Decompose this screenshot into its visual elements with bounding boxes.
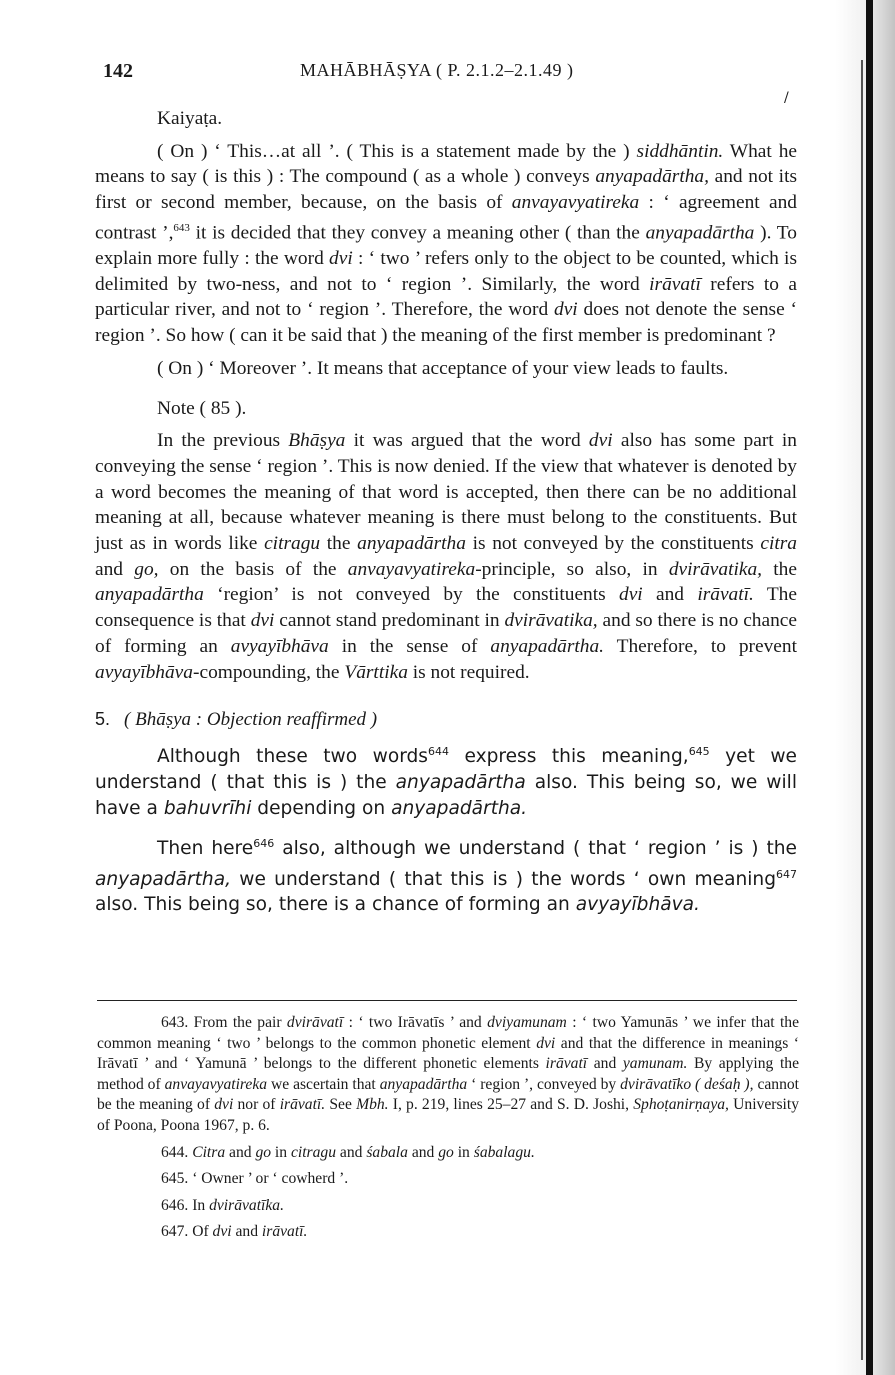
page-header (0, 60, 840, 86)
paragraph-on-this: ( On ) ‘ This…at all ’. ( This is a statement made by the ) siddhāntin. What he means to say ( is this ) : The compound ( as a whole ) conveys anyapadārtha, and not its first or second member, because, on the basis of anvayavyatireka : ‘ agreement and contrast ’,$^{643}$ it is decided that they convey a meaning other ( than the anyapadārtha ). To explain more fully : the word dvi : ‘ two ’ refers only to the object to be counted, which is delimited by two-ness, and not to ‘ region ’. Similarly, the word irāvatī refers to a particular river, and not to ‘ region ’. Therefore, the word dvi does not denote the sense ‘ region ’. So how ( can it be said that ) the meaning of the first member is predominant ? (95, 140, 798, 347)
section-heading (95, 707, 797, 733)
main-text (95, 106, 797, 918)
footnote-647: 647. Of dvi and irāvatī. (161, 1223, 308, 1241)
binding-edge (866, 0, 873, 1375)
footnote-ref-644: 644 (428, 744, 449, 758)
bhasya-paragraph-1: Although these two words$^{644}$ express this meaning,$^{645}$ yet we understand ( that this is ) the anyapadārtha also. This being so, we will have a bahuvrīhi depending on anyapadārtha. (95, 744, 797, 819)
paragraph-note: In the previous Bhāṣya it was argued that the word dvi also has some part in conveying the sense ‘ region ’. This is now denied. If the view that whatever is denoted by a word becomes the meaning of that word is accepted, then there can be no additional meaning at all, because whatever meaning is there must belong to the constituents. But just as in words like citragu the anyapadārtha is not conveyed by the constituents citra and go, on the basis of the anvayavyatireka-principle, so also, in dvirāvatika, the anyapadārtha ‘region’ is not conveyed by the constituents dvi and irāvatī. The consequence is that dvi cannot stand predominant in dvirāvatika, and so there is no chance of forming an avyayībhāva in the sense of anyapadārtha. Therefore, to prevent avyayībhāva-compounding, the Vārttika is not required. (95, 430, 798, 683)
footnote-ref-643: 643 (173, 221, 190, 234)
running-head: MAHĀBHĀṢYA ( P. 2.1.2–2.1.49 ) (300, 60, 574, 80)
footnote-646: 646. In dvirāvatīka. (161, 1196, 284, 1214)
bhasya-paragraph-2: Then here$^{646}$ also, although we understand ( that ‘ region ’ is ) the anyapadārtha, we understand ( that this is ) the words ‘ own meaning$^{647}$ also. This being so, there is a chance of forming an avyayībhāva. (95, 836, 797, 916)
footnote-643: 643. From the pair dvirāvatī : ‘ two Irāvatīs ’ and dviyamunam : ‘ two Yamunās ’ we infer that the common meaning ‘ two ’ belongs to the common phonetic element dvi and that the difference in meanings ‘ Irāvatī ’ and ‘ Yamunā ’ belongs to the different phonetic elements irāvatī and yamunam. By applying the method of anvayavyatireka we ascertain that anyapadārtha ‘ region ’, conveyed by dvirāvatīko ( deśaḥ ), cannot be the meaning of dvi nor of irāvatī. See Mbh. I, p. 219, lines 25–27 and S. D. Joshi, Sphoṭanirṇaya, University of Poona, Poona 1967, p. 6. (97, 1014, 800, 1134)
page-number: 142 (103, 60, 133, 82)
margin-mark: / (784, 90, 789, 106)
page-edge-shadow (835, 0, 895, 1375)
section-title: ( Bhāṣya : Objection reaffirmed ) (124, 709, 378, 731)
kaiyata-heading: Kaiyaṭa. (157, 108, 223, 129)
footnote-ref-646: 646 (253, 836, 275, 850)
binding-edge-inner (861, 60, 863, 1360)
footnotes (97, 1013, 799, 1243)
footnote-ref-645: 645 (688, 744, 710, 758)
note-heading: Note ( 85 ). (157, 397, 247, 419)
footnote-645: 645. ‘ Owner ’ or ‘ cowherd ’. (161, 1170, 349, 1188)
footnote-644: 644. Citra and go in citragu and śabala and go in śabalagu. (161, 1143, 535, 1161)
footnote-ref-647: 647 (776, 867, 797, 881)
paragraph-moreover: ( On ) ‘ Moreover ’. It means that acceptance of your view leads to faults. (157, 357, 729, 379)
section-number: 5. (95, 709, 111, 730)
bhasya-text (95, 739, 797, 918)
footnote-divider (97, 1000, 797, 1001)
